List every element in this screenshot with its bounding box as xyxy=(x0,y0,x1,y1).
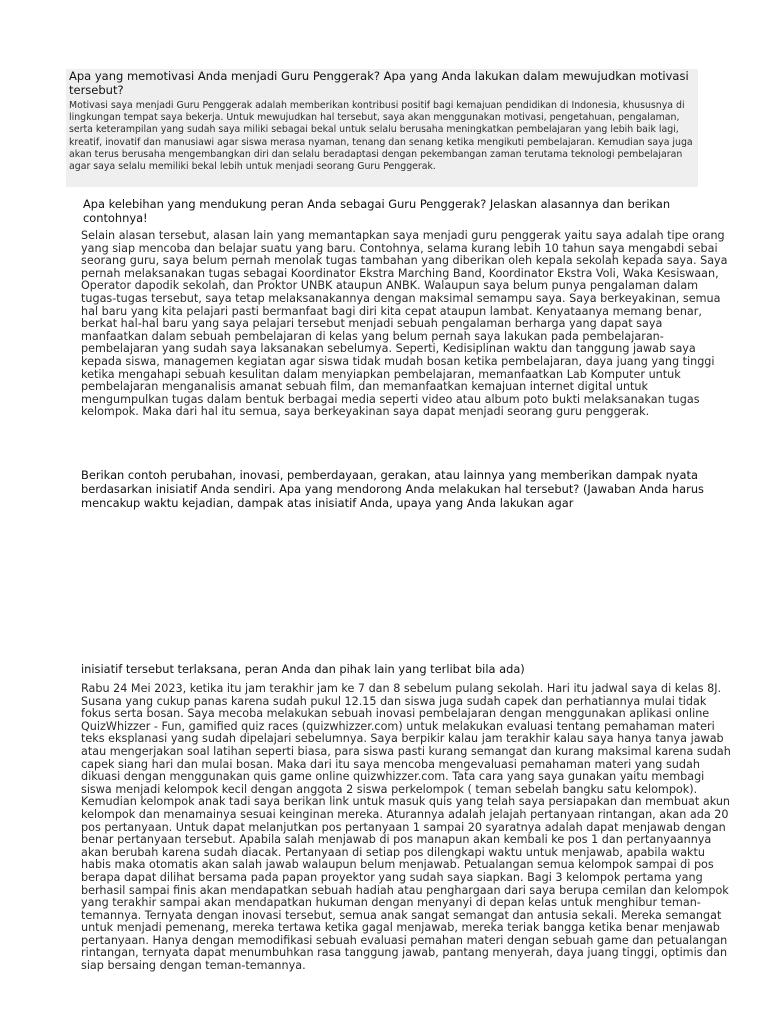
initiative-question-part2: inisiatif tersebut terlaksana, peran Anda dan pihak lain yang terlibat bila ada) xyxy=(81,662,525,676)
motivation-question: Apa yang memotivasi Anda menjadi Guru Penggerak? Apa yang Anda lakukan dalam mewujudkan motivasi tersebut? xyxy=(69,69,689,97)
motivation-section xyxy=(66,69,698,187)
strengths-question: Apa kelebihan yang mendukung peran Anda sebagai Guru Penggerak? Jelaskan alasannya dan berikan contohnya! xyxy=(83,197,671,226)
initiative-question-part1: Berikan contoh perubahan, inovasi, pemberdayaan, gerakan, atau lainnya yang memberikan dampak nyata berdasarkan inisiatif Anda sendiri. Apa yang mendorong Anda melakukan hal tersebut? (Jawaban Anda harus mencakup waktu kejadian, dampak atas inisiatif Anda, upaya yang Anda lakukan agar xyxy=(81,468,704,511)
initiative-answer: Rabu 24 Mei 2023, ketika itu jam terakhir jam ke 7 dan 8 sebelum pulang sekolah. Hari itu jadwal saya di kelas 8J. Susana yang cukup panas karena sudah pukul 12.15 dan siswa juga sudah capek dan perhatiannya mulai tidak fokus serta bosan. Saya mecoba melakukan sebuah inovasi pembelajaran dengan menggunakan aplikasi online QuizWhizzer - Fun, gamified quiz races (quizwhizzer.com) untuk melakukan evaluasi tentang pemahaman materi teks eksplanasi yang sudah dipelajari sebelumnya. Saya berpikir kalau jam terakhir kalau saya hanya tanya jawab atau mengerjakan soal latihan seperti biasa, para siswa pasti kurang semangat dan kurang maksimal karena sudah capek siang hari dan mulai bosan. Maka dari itu saya mencoba mengevaluasi pemahaman materi yang sudah dikuasi dengan menggunakan quis game online quizwhizzer.com. Tata cara yang saya gunakan yaitu membagi siswa menjadi kelompok kecil dengan anggota 2 siswa perkelompok ( teman sebelah bangku satu kelompok). Kemudian kelompok anak tadi saya berikan link untuk masuk quis yang telah saya persiapakan dan membuat akun kelompok dan menamainya sesuai keinginan mereka. Aturannya adalah jelajah pertanyaan rintangan, akan ada 20 pos pertanyaan. Untuk dapat melanjutkan pos pertanyaan 1 sampai 20 syaratnya adalah dapat menjawab dengan benar pertanyaan tersebut. Apabila salah menjawab di pos manapun akan kembali ke pos 1 dan pertanyaannya akan berubah karena sudah diacak. Pertanyaan di setiap pos dilengkapi waktu untuk menjawab, apabila waktu habis maka otomatis akan salah jawab walaupun belum menjawab. Petualangan semua kelompok sampai di pos berapa dapat dilihat bersama pada papan proyektor yang sudah saya siapkan. Bagi 3 kelompok pertama yang berhasil sampai finis akan mendapatkan sebuah hadiah atau penghargaan dari saya berupa cemilan dan kelompok yang terakhir sampai akan mendapatkan hukuman dengan menyanyi di depan kelas untuk menghibur teman-temannya. Ternyata dengan inovasi tersebut, semua anak sangat semangat dan antusia sekali. Mereka semangat untuk menjadi pemenang, mereka tertawa ketika gagal menjawab, mereka teriak bangga ketika benar menjawab pertanyaan. Hanya dengan memodifikasi sebuah evaluasi pemahan materi dengan sebuah game dan petualangan rintangan, ternyata dapat menumbuhkan rasa tanggung jawab, pantang menyerah, daya juang tinggi, optimis dan siap bersaing dengan teman-temannya. xyxy=(81,682,731,973)
motivation-answer: Motivasi saya menjadi Guru Penggerak adalah memberikan kontribusi positif bagi kemajuan pendidikan di Indonesia, khususnya di lingkungan tempat saya bekerja. Untuk mewujudkan hal tersebut, saya akan menggunakan motivasi, pengetahuan, pengalaman, serta keterampilan yang sudah saya miliki sebagai bekal untuk selalu berusaha meningkatkan pembelajaran yang lebih baik lagi, kreatif, inovatif dan manusiawi agar siswa merasa nyaman, tenang dan senang ketika mengikuti pembelajaran. Kemudian saya juga akan terus berusaha mengembangkan diri dan selalu beradaptasi dengan pekembangan zaman terutama teknologi pembelajaran agar saya selalu memiliki bekal lebih untuk menjadi seorang Guru Penggerak. xyxy=(69,100,693,173)
strengths-answer: Selain alasan tersebut, alasan lain yang memantapkan saya menjadi guru penggerak yaitu saya adalah tipe orang yang siap mencoba dan belajar suatu yang baru. Contohnya, selama kurang lebih 10 tahun saya mengabdi sebai seorang guru, saya belum pernah menolak tugas tambahan yang diberikan oleh kepala sekolah kepada saya. Saya pernah melaksanakan tugas sebagai Koordinator Ekstra Marching Band, Koordinator Ekstra Voli, Waka Kesiswaan, Operator dapodik sekolah, dan Proktor UNBK ataupun ANBK. Walaupun saya belum punya pengalaman dalam tugas-tugas tersebut, saya tetap melaksanakannya dengan maksimal semampu saya. Saya berkeyakinan, semua hal baru yang kita pelajari pasti bermanfaat bagi diri kita cepat ataupun lambat. Kenyataanya memang benar, berkat hal-hal baru yang saya pelajari tersebut menjadi sebuah pengalaman berharga yang dapat saya manfaatkan dalam sebuah pembelajaran di kelas yang belum pernah saya lakukan pada pembelajaran-pembelajaran yang sudah saya laksanakan sebelumya. Seperti, Kedisiplinan waktu dan tanggung jawab saya kepada siswa, managemen kegiatan agar siswa tidak mudah bosan ketika pembelajaran, daya juang yang tinggi ketika mengahapi sebuah kesulitan dalam menyiapkan pembelajaran, memanfaatkan Lab Komputer untuk pembelajaran menganalisis amanat sebuah film, dan memanfaatkan kemajuan internet digital untuk mengumpulkan tugas dalam bentuk berbagai media seperti video atau album poto bukti melaksanakan tugas kelompok. Maka dari hal itu semua, saya berkeyakinan saya dapat menjadi seorang guru penggerak. xyxy=(81,229,728,419)
